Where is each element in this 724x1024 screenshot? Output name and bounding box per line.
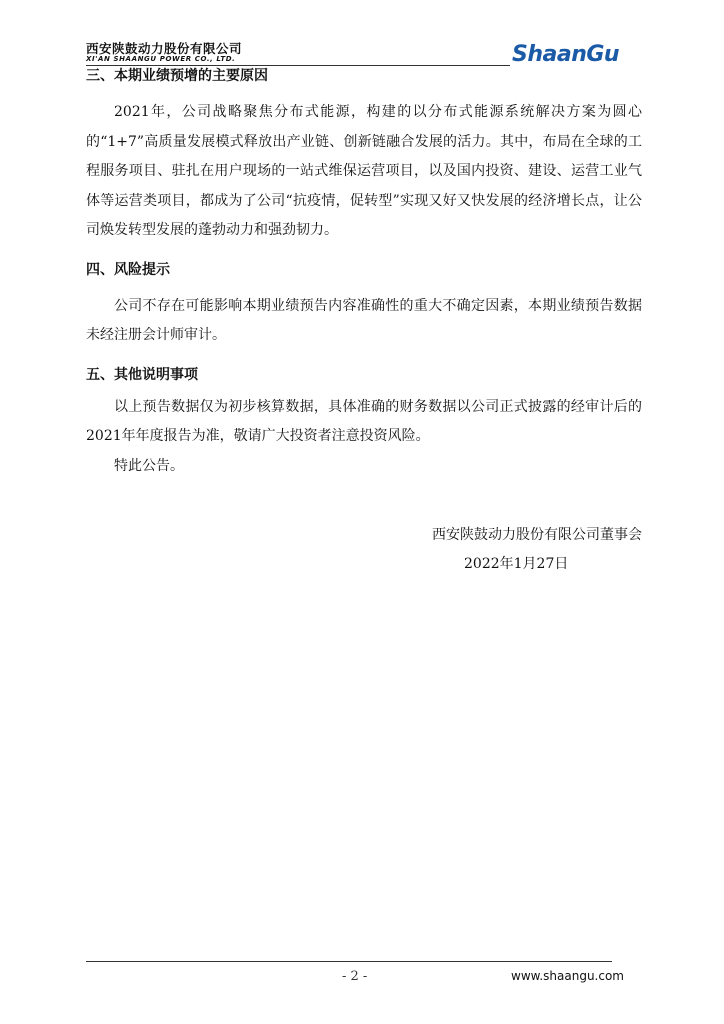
section-heading-reasons: 三、本期业绩预增的主要原因	[86, 68, 268, 84]
footer-website: www.shaangu.com	[511, 969, 624, 983]
document-body	[86, 66, 642, 481]
footer-divider	[86, 961, 612, 962]
shaangu-logo: ShaanGu	[512, 42, 620, 67]
paragraph-reasons: 2021年，公司战略聚焦分布式能源，构建的以分布式能源系统解决方案为圆心的“1+7”高质量发展模式释放出产业链、创新链融合发展的活力。其中，布局在全球的工程服务项目、驻扎在用户现场的一站式维保运营项目，以及国内投资、建设、运营工业气体等运营类项目，都成为了公司“抗疫情，促转型”实现又好又快发展的经济增长点，让公司焕发转型发展的蓬勃动力和强劲韧力。	[86, 104, 642, 238]
section-heading-risk: 四、风险提示	[86, 261, 170, 278]
page-number: - 2 -	[342, 969, 368, 984]
paragraph-closing: 特此公告。	[114, 457, 184, 474]
signature-date: 2022年1月27日	[464, 556, 569, 572]
section-heading-other: 五、其他说明事项	[86, 366, 198, 383]
paragraph-risk: 公司不存在可能影响本期业绩预告内容准确性的重大不确定因素，本期业绩预告数据未经注册会计师审计。	[86, 297, 642, 343]
company-name-en: XI'AN SHAANGU POWER CO., LTD.	[86, 55, 236, 63]
company-name-cn: 西安陕鼓动力股份有限公司	[86, 41, 243, 56]
paragraph-other: 以上预告数据仅为初步核算数据，具体准确的财务数据以公司正式披露的经审计后的2021年年度报告为准，敬请广大投资者注意投资风险。	[86, 398, 642, 444]
signature-org: 西安陕鼓动力股份有限公司董事会	[432, 527, 642, 543]
